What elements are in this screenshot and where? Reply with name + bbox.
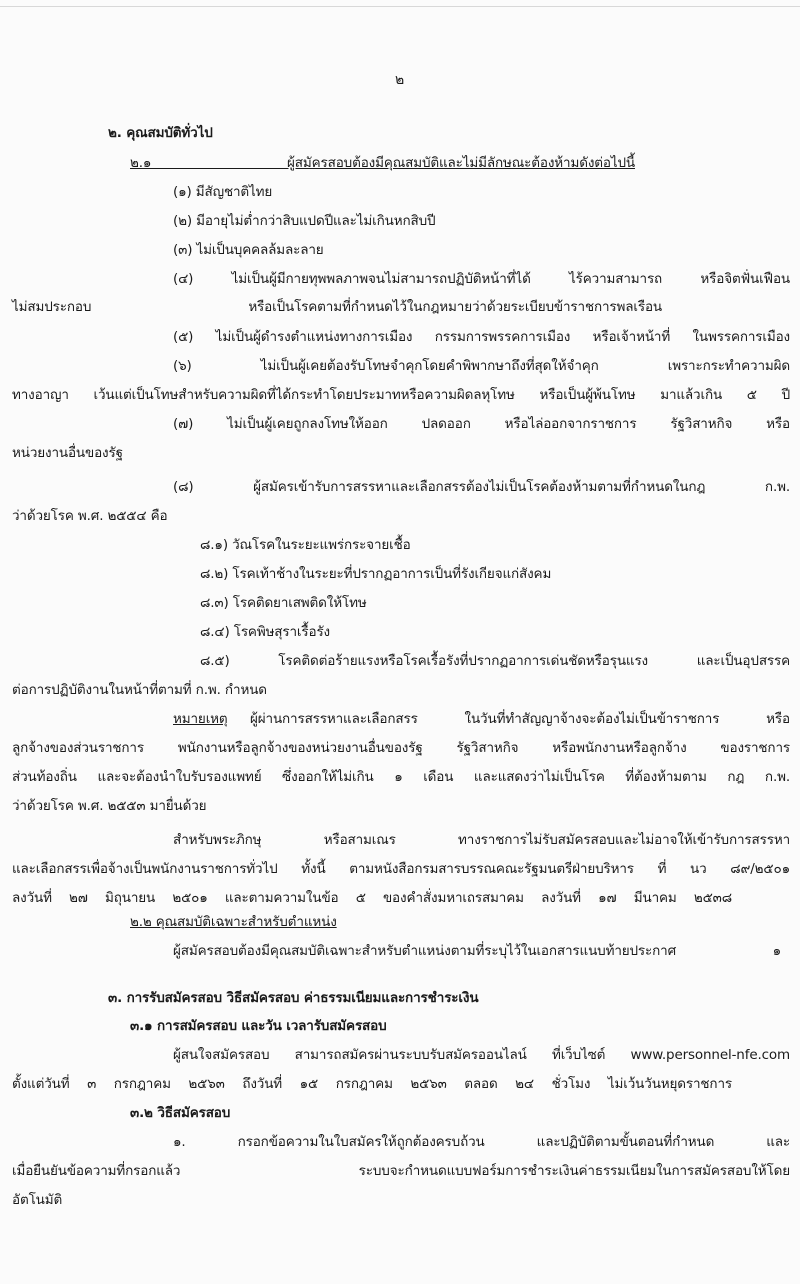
text-line: (๖) ไม่เป็นผู้เคยต้องรับโทษจำคุกโดยคำพิพากษาถึงที่สุดให้จำคุก เพราะกระทำความผิด [173,358,790,374]
page-number: ๒ [395,72,405,88]
text-line: ๘.๒) โรคเท้าช้างในระยะที่ปรากฏอาการเป็นที่รังเกียจแก่สังคม [200,566,552,582]
text-line: หมายเหตุ [173,711,228,727]
text-line: ตั้งแต่วันที่ ๓ กรกฎาคม ๒๕๖๓ ถึงวันที่ ๑๕ กรกฎาคม ๒๕๖๓ ตลอด ๒๔ ชั่วโมง ไม่เว้นวันหยุดราชการ [12,1076,732,1092]
text-line: หน่วยงานอื่นของรัฐ [12,445,123,461]
text-line: ๓. การรับสมัครสอบ วิธีสมัครสอบ ค่าธรรมเนียมและการชำระเงิน [108,990,479,1006]
text-line: อัตโนมัติ [12,1192,63,1208]
text-line: เมื่อยืนยันข้อความที่กรอกแล้ว ระบบจะกำหนดแบบฟอร์มการชำระเงินค่าธรรมเนียมในการสมัครสอบให้โดย [12,1163,790,1179]
text-line: ๒.๑ ผู้สมัครสอบต้องมีคุณสมบัติและไม่มีลักษณะต้องห้ามดังต่อไปนี้ [130,155,635,171]
text-line: ผู้ผ่านการสรรหาและเลือกสรร ในวันที่ทำสัญญาจ้างจะต้องไม่เป็นข้าราชการ หรือ [250,711,790,727]
text-line: ว่าด้วยโรค พ.ศ. ๒๕๕๔ คือ [12,508,168,524]
text-line: ๒. คุณสมบัติทั่วไป [108,125,213,141]
text-line: ๑. กรอกข้อความในใบสมัครให้ถูกต้องครบถ้วน และปฏิบัติตามขั้นตอนที่กำหนด และ [173,1134,790,1150]
text-line: (๒) มีอายุไม่ต่ำกว่าสิบแปดปีและไม่เกินหกสิบปี [173,213,436,229]
text-line: (๕) ไม่เป็นผู้ดำรงตำแหน่งทางการเมือง กรรมการพรรคการเมือง หรือเจ้าหน้าที่ ในพรรคการเมือง [173,329,790,345]
text-line: ๓.๒ วิธีสมัครสอบ [130,1105,231,1121]
text-line: ส่วนท้องถิ่น และจะต้องนำใบรับรองแพทย์ ซึ่งออกให้ไม่เกิน ๑ เดือน และแสดงว่าไม่เป็นโรค ที่ต้องห้ามตาม กฎ ก.พ. [12,769,790,785]
text-line: (๓) ไม่เป็นบุคคลล้มละลาย [173,242,324,258]
text-line: ๒.๒ คุณสมบัติเฉพาะสำหรับตำแหน่ง [130,914,337,930]
text-line: ๘.๕) โรคติดต่อร้ายแรงหรือโรคเรื้อรังที่ปรากฏอาการเด่นชัดหรือรุนแรง และเป็นอุปสรรค [200,653,790,669]
text-line: ว่าด้วยโรค พ.ศ. ๒๕๕๓ มายื่นด้วย [12,798,207,814]
text-line: (๑) มีสัญชาติไทย [173,184,273,200]
text-line: (๗) ไม่เป็นผู้เคยถูกลงโทษให้ออก ปลดออก หรือไล่ออกจากราชการ รัฐวิสาหกิจ หรือ [173,416,790,432]
text-line: ๓.๑ การสมัครสอบ และวัน เวลารับสมัครสอบ [130,1018,387,1034]
text-line: ลูกจ้างของส่วนราชการ พนักงานหรือลูกจ้างของหน่วยงานอื่นของรัฐ รัฐวิสาหกิจ หรือพนักงานหรือลูกจ้าง ของราชการ [12,740,790,756]
text-line: ต่อการปฏิบัติงานในหน้าที่ตามที่ ก.พ. กำหนด [12,682,267,698]
text-line: ๘.๑) วัณโรคในระยะแพร่กระจายเชื้อ [200,537,411,553]
text-line: และเลือกสรรเพื่อจ้างเป็นพนักงานราชการทั่วไป ทั้งนี้ ตามหนังสือกรมสารบรรณคณะรัฐมนตรีฝ่ายบริหาร ที่ นว ๘๙/๒๕๐๑ [12,861,790,877]
text-line: สำหรับพระภิกษุ หรือสามเณร ทางราชการไม่รับสมัครสอบและไม่อาจให้เข้ารับการสรรหา [173,832,790,848]
text-line: ผู้สมัครสอบต้องมีคุณสมบัติเฉพาะสำหรับตำแหน่งตามที่ระบุไว้ในเอกสารแนบท้ายประกาศ ๑ [173,943,781,959]
text-line: ๘.๓) โรคติดยาเสพติดให้โทษ [200,595,367,611]
text-line: ทางอาญา เว้นแต่เป็นโทษสำหรับความผิดที่ได้กระทำโดยประมาทหรือความผิดลหุโทษ หรือเป็นผู้พ้นโทษ มาแล้วเกิน ๕ ปี [12,387,790,403]
text-line: ผู้สนใจสมัครสอบ สามารถสมัครผ่านระบบรับสมัครออนไลน์ ที่เว็บไซต์ www.personnel-nfe.com [173,1047,790,1063]
text-line: ไม่สมประกอบ หรือเป็นโรคตามที่กำหนดไว้ในกฎหมายว่าด้วยระเบียบข้าราชการพลเรือน [12,299,662,315]
text-line: (๘) ผู้สมัครเข้ารับการสรรหาและเลือกสรรต้องไม่เป็นโรคต้องห้ามตามที่กำหนดในกฎ ก.พ. [173,479,790,495]
text-line: (๔) ไม่เป็นผู้มีกายทุพพลภาพจนไม่สามารถปฏิบัติหน้าที่ได้ ไร้ความสามารถ หรือจิตฟั่นเฟือน [173,271,790,287]
top-border-line [0,6,800,7]
text-line: ๘.๔) โรคพิษสุราเรื้อรัง [200,624,330,640]
text-line: ลงวันที่ ๒๗ มิถุนายน ๒๕๐๑ และตามความในข้อ ๕ ของคำสั่งมหาเถรสมาคม ลงวันที่ ๑๗ มีนาคม ๒๕๓๘ [12,890,732,906]
